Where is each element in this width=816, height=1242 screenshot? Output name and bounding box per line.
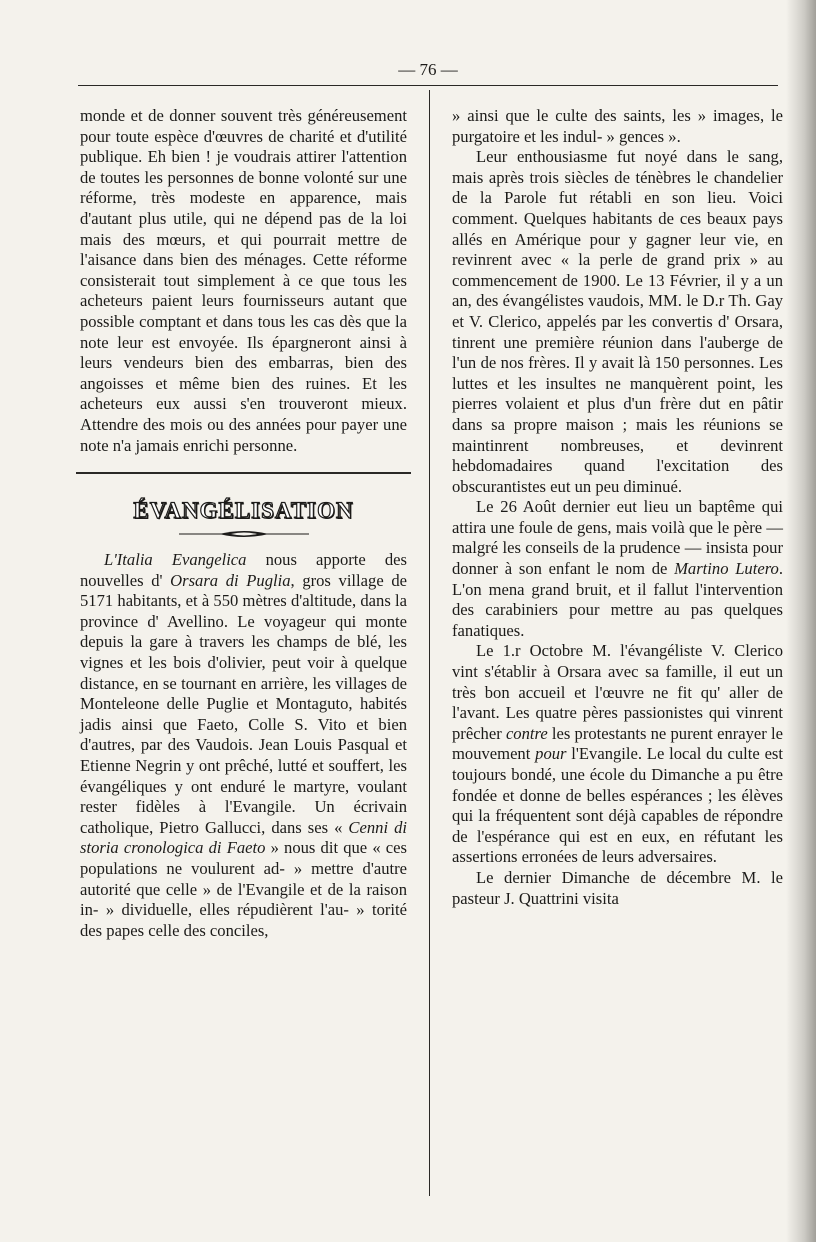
place-name: Orsara di Puglia	[170, 570, 291, 590]
paragraph-october: Le 1.r Octobre M. l'évangéliste V. Clerico vint s'établir à Orsara avec sa famille, il eut un très bon accueil et l'œuvre ne fit qu' aller de l'avant. Les quatre pères passionistes qui vinrent prêcher contre les protestants ne purent enrayer le mouvement pour l'Evangile. Le local du culte est toujours bondé, une école du Dimanche a pu être fondée et donne de belles espérances ; les élèves qui la fréquentent sont déjà capables de répondre de l'espérance qui est en eux, en réfutant les assertions erronées de leurs adversaires.	[452, 641, 783, 867]
paragraph-baptism: Le 26 Août dernier eut lieu un baptême qui attira une foule de gens, mais voilà que le père — malgré les conseils de la prudence — insista pour donner à son enfant le nom de Martino Lutero. L'on mena grand bruit, et il fallut l'intervention des carabiniers pour mettre au pas quelques fanatiques.	[452, 497, 783, 640]
source-title: L'Italia Evangelica	[104, 550, 247, 570]
emphasis-pour: pour	[535, 744, 567, 764]
column-divider	[429, 90, 430, 1196]
right-column	[452, 106, 783, 909]
book-title: Cenni di storia cronologica di Faeto	[80, 817, 407, 858]
page-header	[78, 58, 778, 88]
ornament-divider-icon	[179, 528, 309, 540]
paragraph-enthusiasm: Leur enthousiasme fut noyé dans le sang, mais après trois siècles de ténèbres le chandelier de la Parole fut rétabli en son lieu. Voici comment. Quelques habitants de ces beaux pays allés en Amérique pour y gagner leur vie, en revinrent avec « la perle de grand prix » au commencement de 1900. Le 13 Février, il y a un an, des évangélistes vaudois, MM. le D.r Th. Gay et V. Clerico, appelés par les convertis d' Orsara, tinrent une première réunion dans l'auberge de l'un de nos frères. Il y avait là 150 personnes. Les luttes et les insultes ne manquèrent point, les pierres volaient et plus d'un frère dut en pâtir dans sa propre maison ; mais les réunions se maintinrent nombreuses, et devinrent hebdomadaires quand l'excitation des obscurantistes eut un peu diminué.	[452, 147, 783, 496]
page-number: — 76 —	[398, 60, 458, 79]
quote-continuation: » ainsi que le culte des saints, les » images, le purgatoire et les indul- » gences ».	[452, 106, 783, 146]
section-title: ÉVANGÉLISATION	[133, 498, 354, 524]
paragraph-december: Le dernier Dimanche de décembre M. le pasteur J. Quattrini visita	[452, 867, 783, 908]
section-rule	[76, 472, 411, 474]
child-name: Martino Lutero	[674, 559, 779, 579]
emphasis-contre: contre	[505, 723, 548, 743]
evangelisation-paragraph-1: L'Italia Evangelica nous apporte des nouvelles d' Orsara di Puglia, gros village de 5171 habitants, et à 550 mètres d'altitude, dans la province d' Avellino. Le voyageur qui monte depuis la gare à travers les champs de blé, les vignes et les bois d'olivier, peut voir à quelque distance, en se tournant en arrière, les villages de Monteleone delle Puglie et Montaguto, habités jadis ainsi que Faeto, Colle S. Vito et bien d'autres, par des Vaudois. Jean Louis Pasqual et Etienne Negrin y ont prêché, lutté et souffert, les évangéliques y ont enduré le martyre, voulant rester fidèles à l'Evangile. Un écrivain catholique, Pietro Gallucci, dans ses « Cenni di storia cronologica di Faeto » nous dit que « ces populations ne voulurent ad- » mettre d'autre autorité que celle » de l'Evangile et de la raison in- » dividuelle, elles répudièrent l'au- » torité des papes celle des conciles,	[80, 550, 407, 940]
page-edge-shadow	[786, 0, 816, 1242]
header-rule	[78, 85, 778, 86]
left-column	[80, 106, 407, 941]
intro-paragraph: monde et de donner souvent très généreusement pour toute espèce d'œuvres de charité et d'utilité publique. Eh bien ! je voudrais attirer l'attention de toutes les personnes de bonne volonté sur une réforme, très modeste en apparence, mais d'autant plus utile, qui ne dépend pas de la loi mais des mœurs, et qui pourrait mettre de l'aisance dans bien des ménages. Cette réforme consisterait tout simplement à ce que tous les acheteurs paient leurs fournisseurs autant que possible comptant et dans tous les cas dès que la note leur est envoyée. Ils épargneront ainsi à leurs vendeurs bien des embarras, bien des angoisses et même bien des ruines. Et les acheteurs eux aussi s'en trouveront mieux. Attendre des mois ou des années pour payer une note n'a jamais enrichi personne.	[80, 106, 407, 455]
